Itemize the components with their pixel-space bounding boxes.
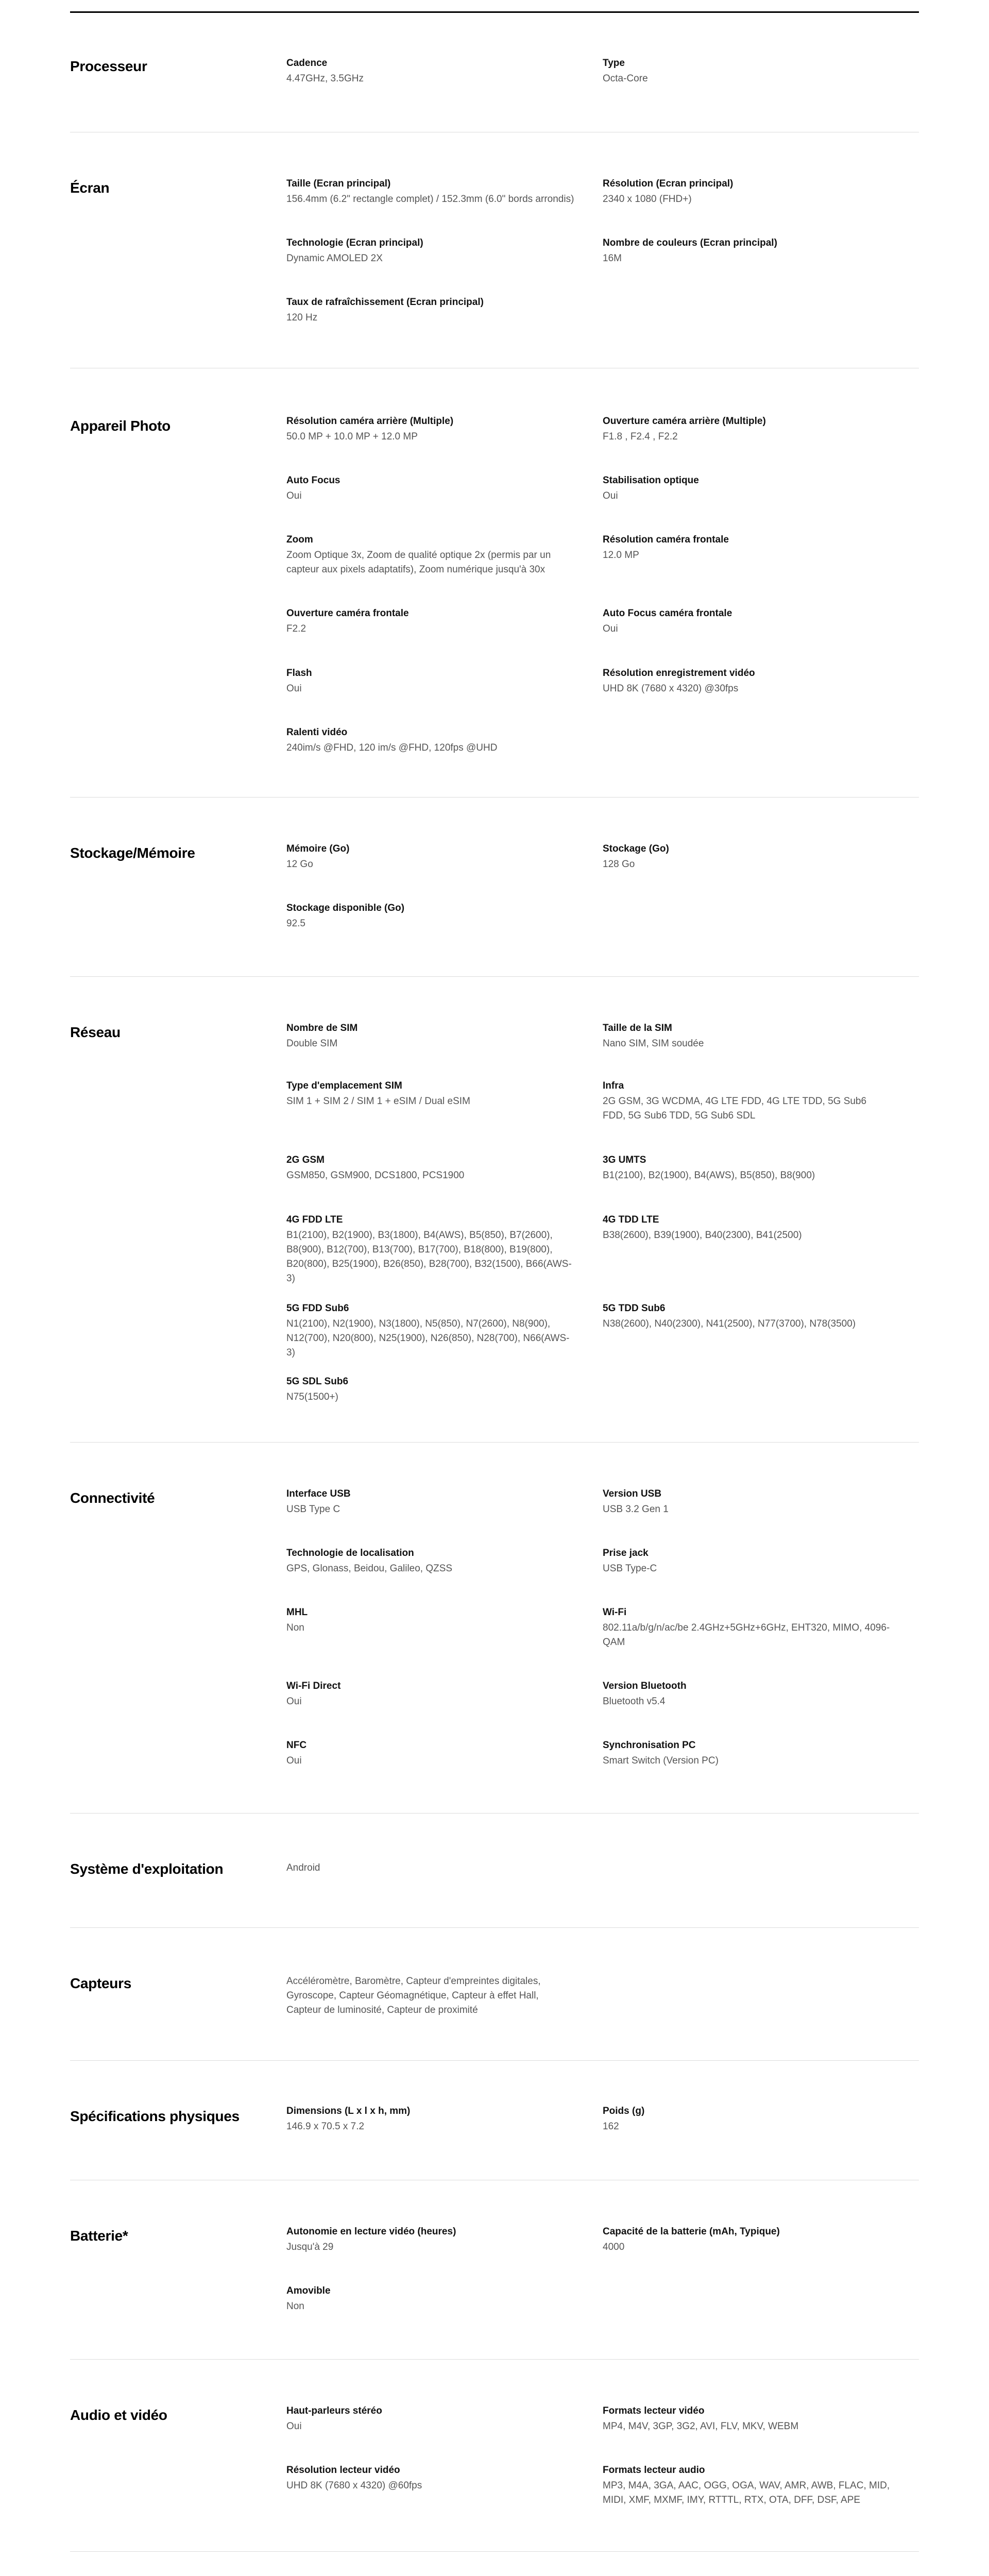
spec-item (286, 1080, 575, 1109)
spec-value: 120 Hz (286, 312, 318, 323)
spec-value: 12 Go (286, 859, 313, 870)
spec-page (70, 0, 919, 2576)
spec-item (286, 534, 575, 577)
section-services (70, 2552, 919, 2576)
spec-item (603, 1302, 891, 1331)
spec-label: Auto Focus (286, 475, 340, 486)
spec-item (603, 843, 891, 872)
spec-item (286, 1302, 575, 1360)
section-title: Processeur (70, 58, 147, 74)
spec-value: MP3, M4A, 3GA, AAC, OGG, OGA, WAV, AMR, AWB, FLAC, MID, MIDI, XMF, MXMF, IMY, RTTTL, RTX, OTA, DFF, DSF, APE (603, 2480, 890, 2505)
spec-label: Cadence (286, 58, 328, 69)
spec-label: Taille (Ecran principal) (286, 178, 391, 189)
spec-label: Technologie (Ecran principal) (286, 238, 423, 248)
spec-item (603, 534, 891, 563)
spec-label: Zoom (286, 534, 313, 545)
spec-value: Oui (286, 683, 302, 694)
spec-value: Oui (603, 623, 618, 634)
spec-item (603, 1680, 891, 1709)
section-title: Spécifications physiques (70, 2108, 240, 2124)
spec-label: Flash (286, 668, 312, 679)
spec-label: Version Bluetooth (603, 1681, 687, 1691)
spec-item (286, 1547, 575, 1576)
spec-item (286, 2464, 575, 2493)
section-os (70, 1814, 919, 1928)
spec-label: Auto Focus caméra frontale (603, 608, 732, 619)
spec-label: Stockage (Go) (603, 843, 669, 854)
spec-item (603, 2226, 891, 2255)
spec-item (286, 607, 575, 636)
spec-value: Oui (603, 490, 618, 501)
spec-value: Oui (286, 490, 302, 501)
spec-value: UHD 8K (7680 x 4320) @30fps (603, 683, 739, 694)
spec-value: USB 3.2 Gen 1 (603, 1504, 669, 1515)
spec-label: Formats lecteur audio (603, 2465, 705, 2476)
spec-label: Résolution (Ecran principal) (603, 178, 734, 189)
spec-label: Wi-Fi Direct (286, 1681, 341, 1691)
spec-item (603, 667, 891, 696)
spec-label: Infra (603, 1080, 624, 1091)
spec-label: Version USB (603, 1488, 662, 1499)
section-title: Système d'exploitation (70, 1861, 224, 1877)
spec-label: Nombre de couleurs (Ecran principal) (603, 238, 777, 248)
spec-label: 5G FDD Sub6 (286, 1303, 349, 1314)
spec-value: Zoom Optique 3x, Zoom de qualité optique 2x (permis par un capteur aux pixels adaptatifs), Zoom numérique jusqu'à 30x (286, 550, 551, 575)
spec-value: 4000 (603, 2242, 625, 2252)
spec-item (286, 178, 575, 207)
spec-value: N1(2100), N2(1900), N3(1800), N5(850), N7(2600), N8(900), N12(700), N20(800), N25(1900), N26(850), N28(700), N66(AWS-3) (286, 1318, 570, 1358)
spec-label: Interface USB (286, 1488, 351, 1499)
section-audio-video (70, 2360, 919, 2552)
spec-label: Dimensions (L x l x h, mm) (286, 2106, 411, 2116)
spec-label: Technologie de localisation (286, 1548, 414, 1558)
spec-value: 12.0 MP (603, 550, 639, 561)
spec-label: Stabilisation optique (603, 475, 699, 486)
spec-label: 5G SDL Sub6 (286, 1376, 349, 1387)
spec-item (603, 1488, 891, 1517)
section-stockage (70, 798, 919, 977)
section-capteurs (70, 1928, 919, 2061)
spec-label: Formats lecteur vidéo (603, 2405, 705, 2416)
section-appareil-photo (70, 368, 919, 798)
section-physiques (70, 2061, 919, 2180)
spec-value: Smart Switch (Version PC) (603, 1755, 719, 1766)
spec-label: Ouverture caméra arrière (Multiple) (603, 416, 766, 427)
spec-label: NFC (286, 1740, 307, 1751)
section-title: Audio et vidéo (70, 2407, 167, 2423)
spec-value: 240im/s @FHD, 120 im/s @FHD, 120fps @UHD (286, 742, 498, 753)
section-title: Écran (70, 180, 110, 196)
spec-item (603, 1214, 891, 1243)
spec-label: Résolution caméra frontale (603, 534, 729, 545)
spec-label: 2G GSM (286, 1155, 325, 1165)
spec-value: 156.4mm (6.2" rectangle complet) / 152.3mm (6.0" bords arrondis) (286, 194, 574, 205)
spec-value: MP4, M4V, 3GP, 3G2, AVI, FLV, MKV, WEBM (603, 2421, 799, 2432)
spec-item (286, 1022, 575, 1051)
spec-item (603, 2105, 891, 2134)
spec-label: Taille de la SIM (603, 1023, 672, 1033)
spec-value: 4.47GHz, 3.5GHz (286, 73, 364, 84)
spec-label: Prise jack (603, 1548, 649, 1558)
spec-item (286, 1488, 575, 1517)
spec-label: Ouverture caméra frontale (286, 608, 409, 619)
spec-value: F2.2 (286, 623, 306, 634)
spec-label: Taux de rafraîchissement (Ecran principal) (286, 297, 484, 308)
spec-value: B1(2100), B2(1900), B3(1800), B4(AWS), B5(850), B7(2600), B8(900), B12(700), B13(700), B17(700), B18(800), B19(800), B20(800), B25(1900), B26(850), B28(700), B32(1500), B66(AWS-3) (286, 1230, 572, 1284)
spec-item (603, 1606, 891, 1650)
spec-label: 5G TDD Sub6 (603, 1303, 666, 1314)
spec-item (603, 415, 891, 444)
spec-item (603, 1154, 891, 1183)
spec-label: Poids (g) (603, 2106, 645, 2116)
spec-item (286, 667, 575, 696)
spec-item (603, 1739, 891, 1768)
spec-label: Haut-parleurs stéréo (286, 2405, 382, 2416)
spec-label: Résolution caméra arrière (Multiple) (286, 416, 454, 427)
spec-value: N38(2600), N40(2300), N41(2500), N77(3700), N78(3500) (603, 1318, 856, 1329)
section-title: Batterie* (70, 2228, 128, 2244)
spec-value: Double SIM (286, 1038, 338, 1049)
spec-value: B1(2100), B2(1900), B4(AWS), B5(850), B8(900) (603, 1170, 815, 1181)
spec-label: Wi-Fi (603, 1607, 627, 1618)
spec-value: Accéléromètre, Baromètre, Capteur d'empreintes digitales, Gyroscope, Capteur Géomagnétique, Capteur à effet Hall, Capteur de luminosité, Capteur de proximité (286, 1976, 541, 2015)
spec-item (286, 1606, 575, 1635)
spec-value: F1.8 , F2.4 , F2.2 (603, 431, 678, 442)
spec-label: 4G FDD LTE (286, 1214, 343, 1225)
spec-value: 128 Go (603, 859, 635, 870)
spec-value: SIM 1 + SIM 2 / SIM 1 + eSIM / Dual eSIM (286, 1096, 470, 1107)
spec-value: 50.0 MP + 10.0 MP + 12.0 MP (286, 431, 418, 442)
spec-label: Nombre de SIM (286, 1023, 358, 1033)
spec-item (603, 474, 891, 503)
spec-label: Autonomie en lecture vidéo (heures) (286, 2226, 456, 2237)
spec-value: 2G GSM, 3G WCDMA, 4G LTE FDD, 4G LTE TDD, 5G Sub6 FDD, 5G Sub6 TDD, 5G Sub6 SDL (603, 1096, 867, 1121)
spec-value: Non (286, 1622, 304, 1633)
spec-value: Nano SIM, SIM soudée (603, 1038, 704, 1049)
spec-item (603, 607, 891, 636)
section-batterie (70, 2180, 919, 2360)
spec-item (286, 2405, 575, 2434)
spec-value: Android (286, 1862, 320, 1873)
spec-value: N75(1500+) (286, 1392, 338, 1402)
spec-item (603, 1547, 891, 1576)
spec-label: Synchronisation PC (603, 1740, 696, 1751)
spec-item (286, 902, 575, 931)
section-connectivite (70, 1443, 919, 1814)
spec-label: Amovible (286, 2285, 331, 2296)
spec-label: Résolution lecteur vidéo (286, 2465, 400, 2476)
spec-item (286, 1154, 575, 1183)
section-title: Appareil Photo (70, 418, 170, 434)
spec-item (286, 1739, 575, 1768)
section-title: Capteurs (70, 1975, 131, 1991)
spec-item (286, 474, 575, 503)
section-processeur (70, 13, 919, 132)
spec-item (286, 1974, 575, 2018)
spec-item (286, 2105, 575, 2134)
spec-value: GSM850, GSM900, DCS1800, PCS1900 (286, 1170, 465, 1181)
spec-item (603, 237, 891, 266)
spec-value: Jusqu'à 29 (286, 2242, 334, 2252)
spec-value: USB Type C (286, 1504, 340, 1515)
spec-item (286, 57, 575, 86)
spec-value: 2340 x 1080 (FHD+) (603, 194, 692, 205)
section-title: Stockage/Mémoire (70, 845, 195, 861)
spec-item (286, 296, 575, 325)
spec-item (286, 1861, 575, 1875)
spec-label: Mémoire (Go) (286, 843, 350, 854)
spec-value: UHD 8K (7680 x 4320) @60fps (286, 2480, 422, 2491)
spec-value: Non (286, 2301, 304, 2312)
spec-label: Stockage disponible (Go) (286, 903, 405, 913)
spec-value: Octa-Core (603, 73, 648, 84)
spec-label: Ralenti vidéo (286, 727, 348, 738)
section-title: Réseau (70, 1024, 121, 1040)
spec-value: USB Type-C (603, 1563, 657, 1574)
spec-item (603, 2405, 891, 2434)
spec-value: GPS, Glonass, Beidou, Galileo, QZSS (286, 1563, 453, 1574)
spec-value: Oui (286, 2421, 302, 2432)
spec-value: 92.5 (286, 918, 305, 929)
spec-value: Bluetooth v5.4 (603, 1696, 666, 1707)
spec-item (286, 1680, 575, 1709)
spec-value: Oui (286, 1755, 302, 1766)
spec-label: Type d'emplacement SIM (286, 1080, 402, 1091)
spec-item (286, 415, 575, 444)
spec-value: Oui (286, 1696, 302, 1707)
spec-label: Capacité de la batterie (mAh, Typique) (603, 2226, 780, 2237)
spec-value: 16M (603, 253, 622, 264)
spec-label: MHL (286, 1607, 308, 1618)
spec-label: 4G TDD LTE (603, 1214, 659, 1225)
spec-label: Résolution enregistrement vidéo (603, 668, 755, 679)
section-reseau (70, 977, 919, 1443)
spec-item (603, 2464, 891, 2507)
spec-value: Dynamic AMOLED 2X (286, 253, 383, 264)
spec-item (286, 2285, 575, 2314)
spec-item (286, 1214, 575, 1286)
spec-value: B38(2600), B39(1900), B40(2300), B41(2500) (603, 1230, 802, 1241)
spec-item (286, 843, 575, 872)
spec-item (603, 1022, 891, 1051)
spec-label: 3G UMTS (603, 1155, 646, 1165)
spec-item (603, 57, 891, 86)
spec-item (286, 2226, 575, 2255)
spec-value: 802.11a/b/g/n/ac/be 2.4GHz+5GHz+6GHz, EHT320, MIMO, 4096-QAM (603, 1622, 890, 1648)
spec-value: 162 (603, 2121, 619, 2132)
spec-item (603, 178, 891, 207)
spec-item (286, 726, 575, 755)
spec-label: Type (603, 58, 625, 69)
spec-item (603, 1080, 891, 1123)
spec-item (286, 1376, 575, 1404)
spec-item (286, 237, 575, 266)
spec-value: 146.9 x 70.5 x 7.2 (286, 2121, 365, 2132)
section-ecran (70, 132, 919, 368)
section-title: Connectivité (70, 1490, 155, 1506)
